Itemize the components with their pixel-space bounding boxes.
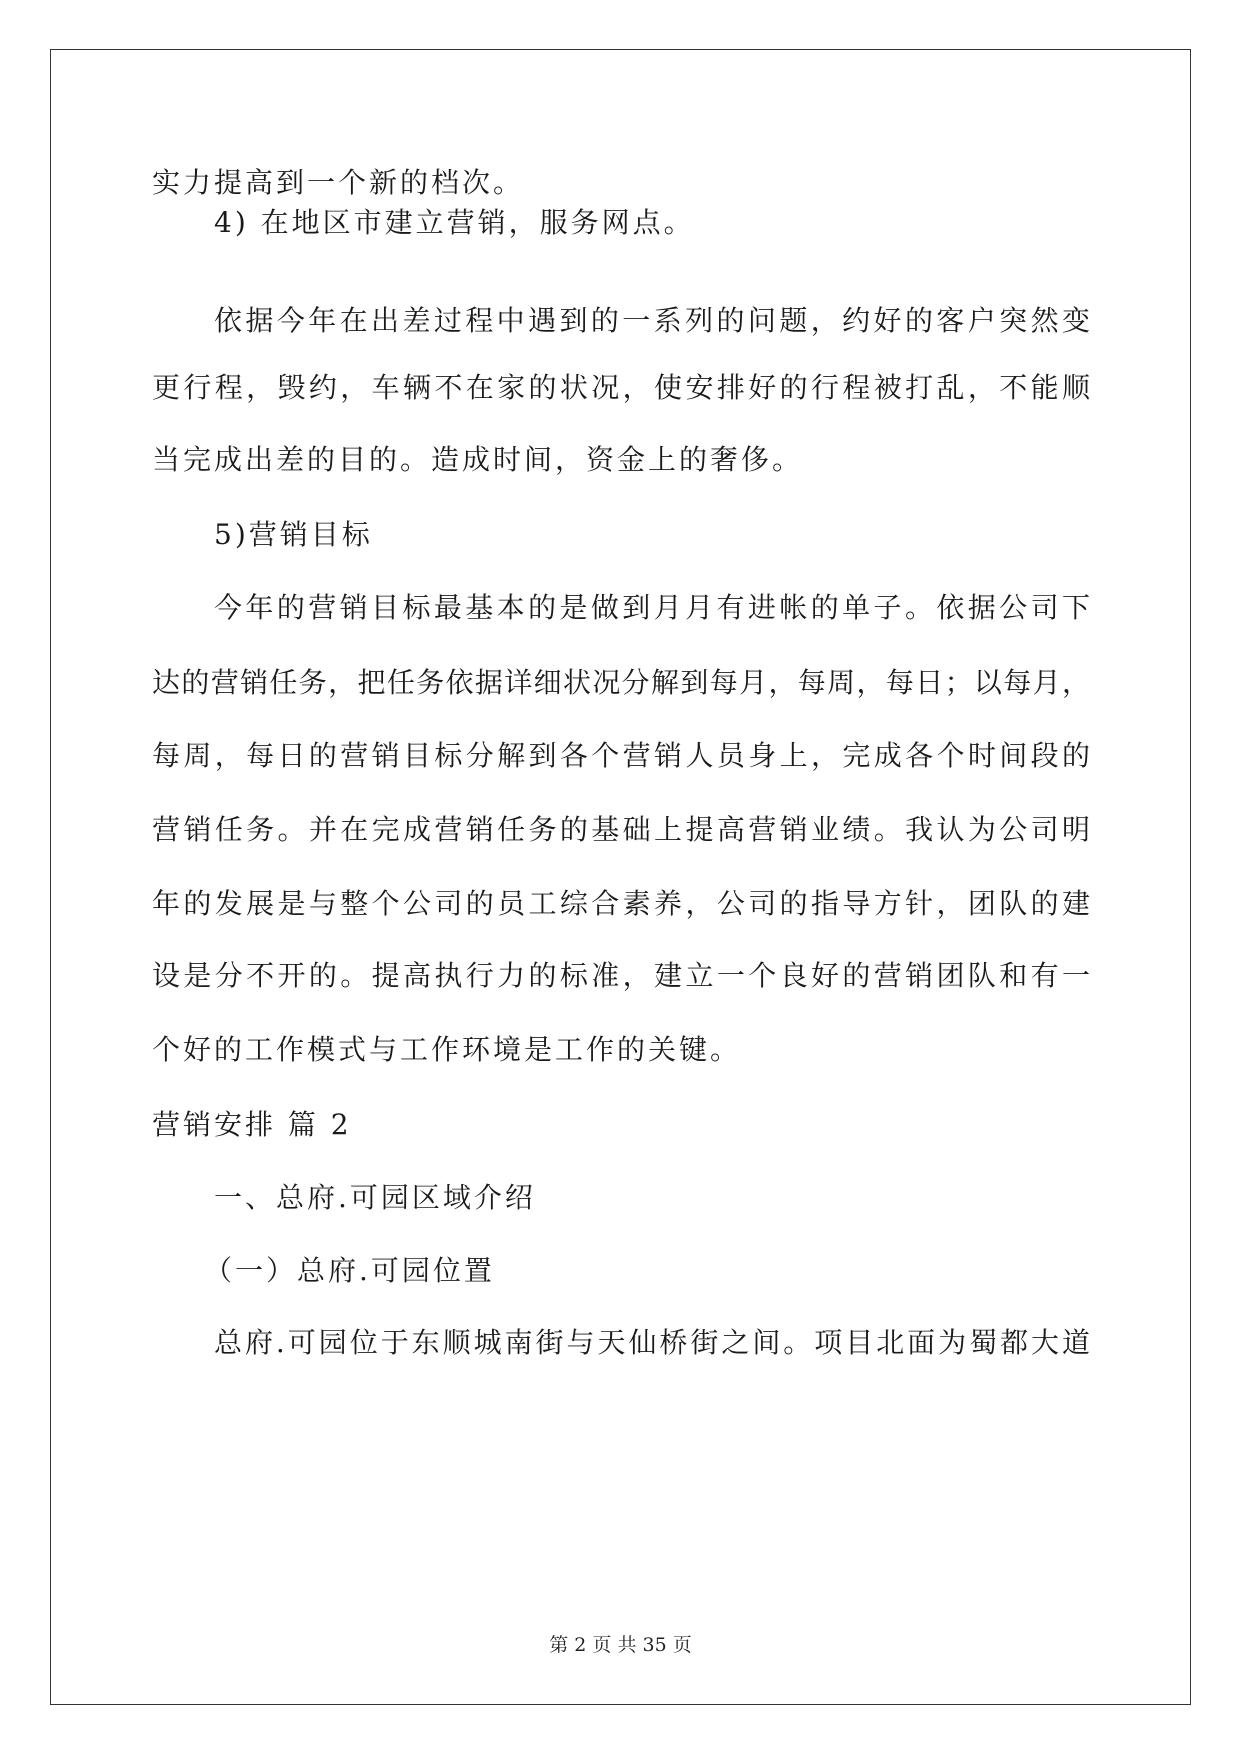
section-heading: 5)营销目标	[214, 518, 373, 551]
paragraph-line: 营销任务。并在完成营销任务的基础上提高营销业绩。我认为公司明	[152, 813, 1090, 846]
paragraph-line: 今年的营销目标最基本的是做到月月有进帐的单子。依据公司下	[214, 591, 1090, 624]
paragraph-line: 依据今年在出差过程中遇到的一系列的问题，约好的客户突然变	[214, 304, 1090, 337]
list-item-heading: 4) 在地区市建立营销，服务网点。	[214, 206, 695, 239]
paragraph-line: 当完成出差的目的。造成时间，资金上的奢侈。	[152, 443, 804, 476]
article-heading: 营销安排 篇 2	[152, 1108, 352, 1141]
paragraph-line: 每周，每日的营销目标分解到各个营销人员身上，完成各个时间段的	[152, 739, 1090, 772]
section-heading: 一、总府.可园区域介绍	[214, 1181, 536, 1214]
paragraph-line: 总府.可园位于东顺城南街与天仙桥街之间。项目北面为蜀都大道	[214, 1326, 1090, 1359]
subsection-heading: （一）总府.可园位置	[204, 1254, 495, 1287]
page-number-footer: 第 2 页 共 35 页	[549, 1634, 692, 1656]
paragraph-line: 达的营销任务，把任务依据详细状况分解到每月，每周，每日；以每月，	[152, 666, 1090, 699]
paragraph-line: 更行程，毁约，车辆不在家的状况，使安排好的行程被打乱，不能顺	[152, 371, 1090, 404]
page-border	[50, 49, 1191, 1705]
paragraph-line: 设是分不开的。提高执行力的标准，建立一个良好的营销团队和有一	[152, 959, 1090, 992]
paragraph-line: 实力提高到一个新的档次。	[152, 166, 525, 199]
paragraph-line: 个好的工作模式与工作环境是工作的关键。	[152, 1033, 742, 1066]
paragraph-line: 年的发展是与整个公司的员工综合素养，公司的指导方针，团队的建	[152, 887, 1090, 920]
